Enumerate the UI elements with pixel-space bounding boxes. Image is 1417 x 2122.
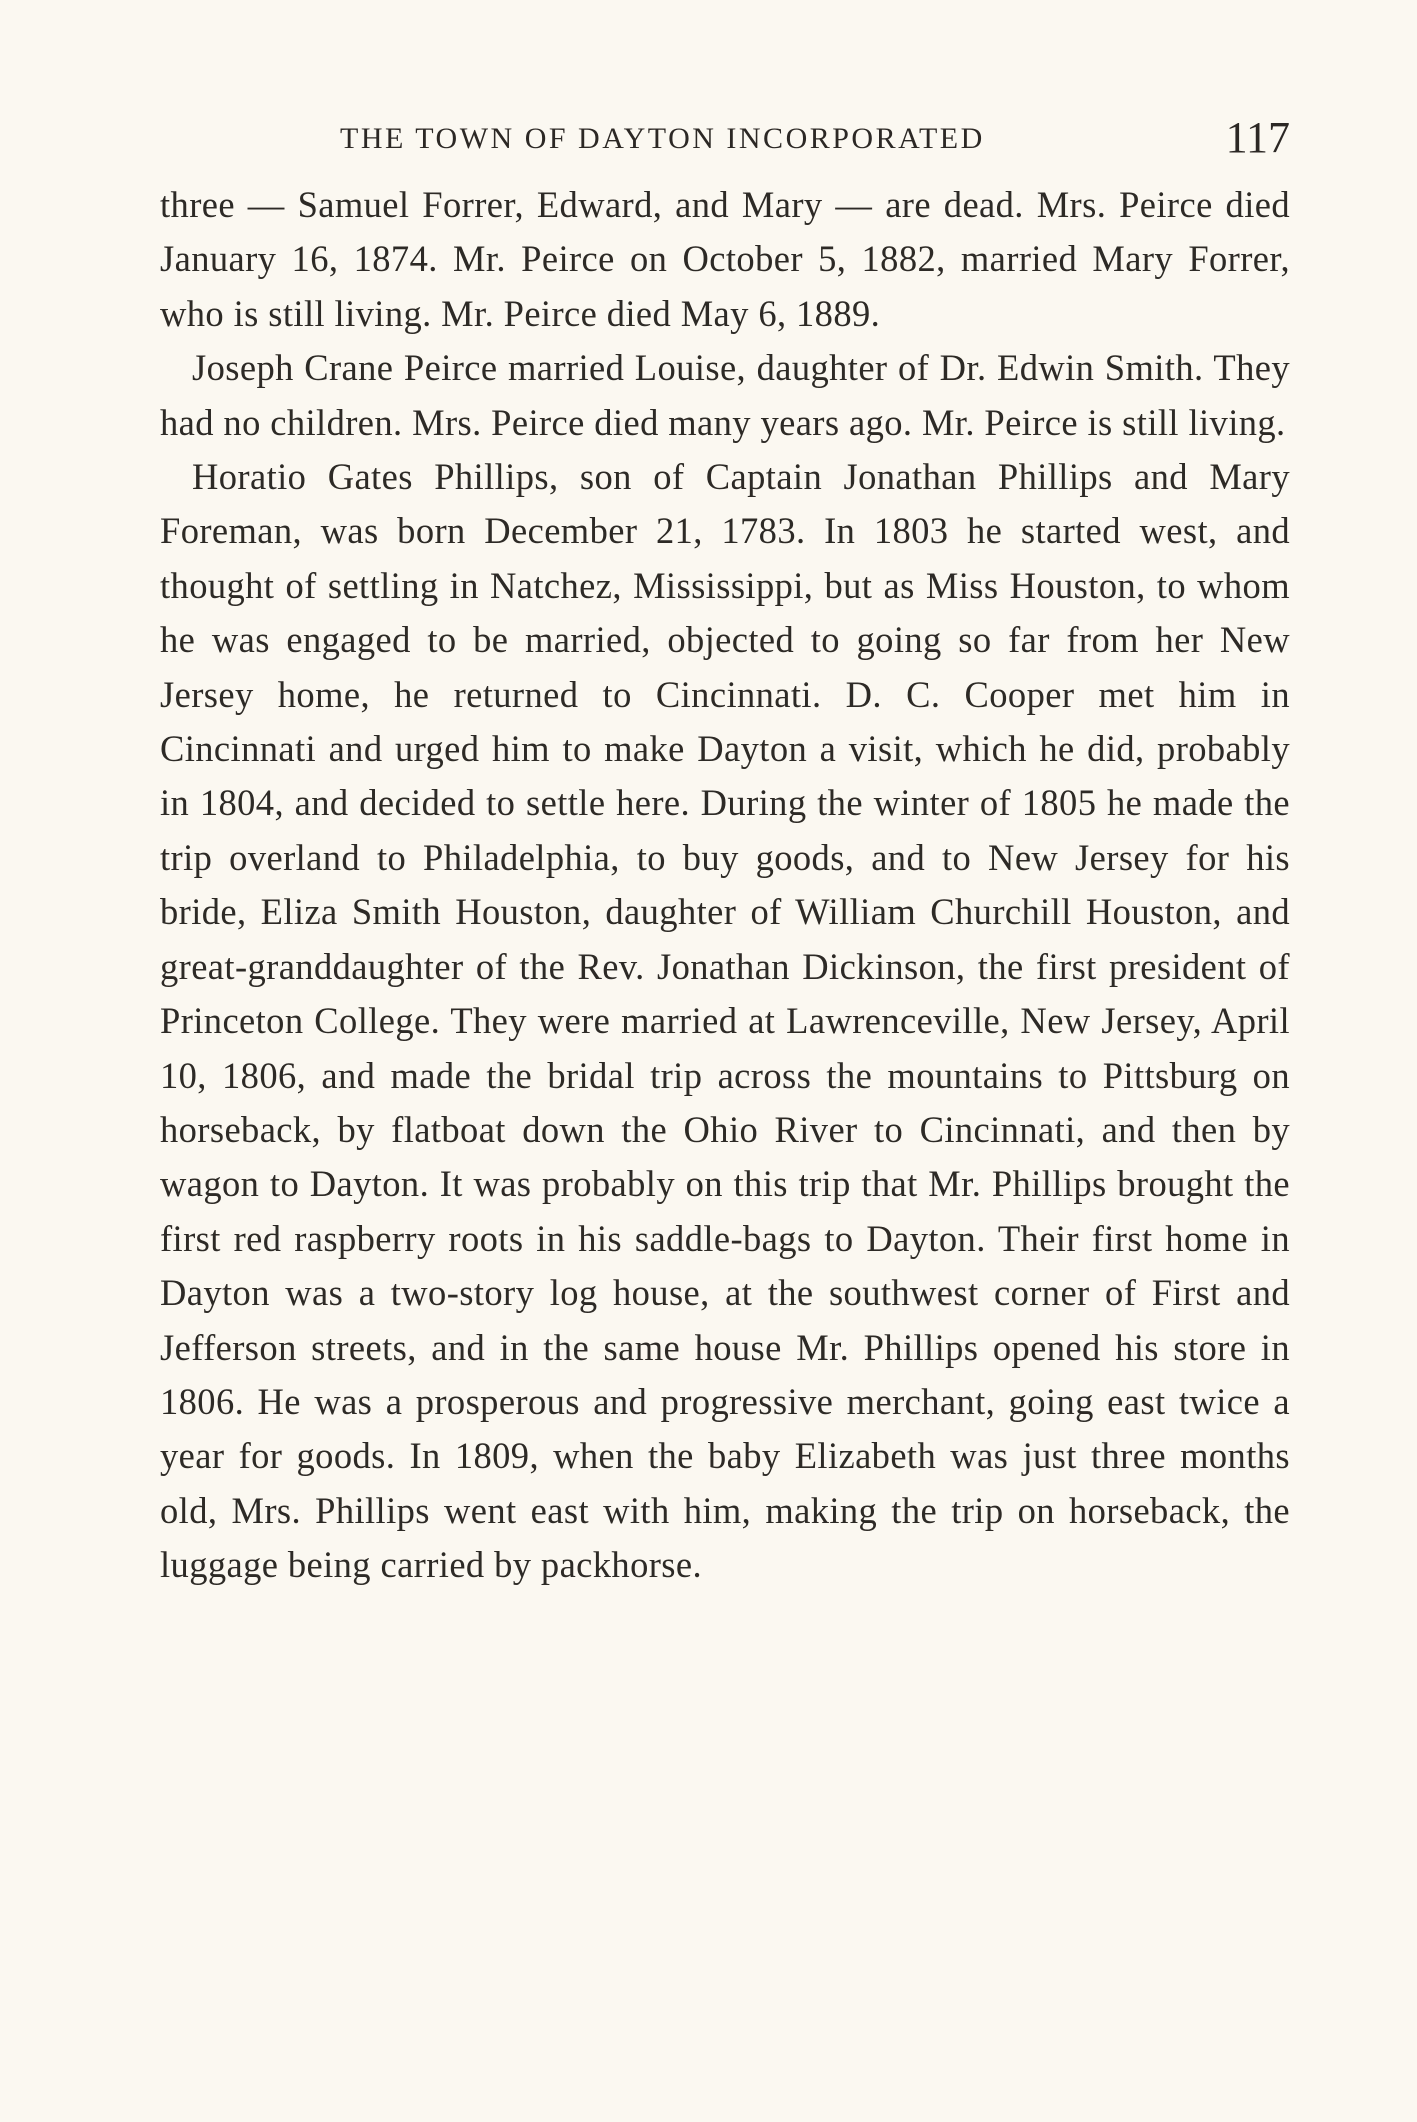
running-head [160,112,1290,172]
paragraph-horatio-gates-phillips: Horatio Gates Phillips, son of Captain Jonathan Phillips and Mary Foreman, was born December 21, 1783. In 1803 he started west, and thought of settling in Natchez, Mississippi, but as Miss Houston, to whom he was engaged to be married, objected to going so far from her New Jersey home, he returned to Cincinnati. D. C. Cooper met him in Cincinnati and urged him to make Dayton a visit, which he did, probably in 1804, and decided to settle here. During the winter of 1805 he made the trip overland to Philadelphia, to buy goods, and to New Jersey for his bride, Eliza Smith Houston, daughter of William Churchill Houston, and great-granddaughter of the Rev. Jonathan Dickinson, the first president of Princeton College. They were married at Lawrenceville, New Jersey, April 10, 1806, and made the bridal trip across the mountains to Pittsburg on horseback, by flatboat down the Ohio River to Cincinnati, and then by wagon to Dayton. It was probably on this trip that Mr. Phillips brought the first red raspberry roots in his saddle-bags to Dayton. Their first home in Dayton was a two-story log house, at the southwest corner of First and Jefferson streets, and in the same house Mr. Phillips opened his store in 1806. He was a prosperous and progressive merchant, going east twice a year for goods. In 1809, when the baby Elizabeth was just three months old, Mrs. Phillips went east with him, making the trip on horseback, the luggage being carried by packhorse. [160,456,1290,1586]
running-head-title: THE TOWN OF DAYTON INCORPORATED [340,122,985,155]
page-number: 117 [1225,113,1290,162]
paragraph-joseph-crane-peirce: Joseph Crane Peirce married Louise, daughter of Dr. Edwin Smith. They had no children. Mrs. Peirce died many years ago. Mr. Peirce is still living. [160,347,1290,443]
paragraph-continuation: three — Samuel Forrer, Edward, and Mary — are dead. Mrs. Peirce died January 16, 1874. Mr. Peirce on October 5, 1882, married Mary Forrer, who is still living. Mr. Peirce died May 6, 1889. [160,184,1290,334]
body-text [160,178,1290,1593]
